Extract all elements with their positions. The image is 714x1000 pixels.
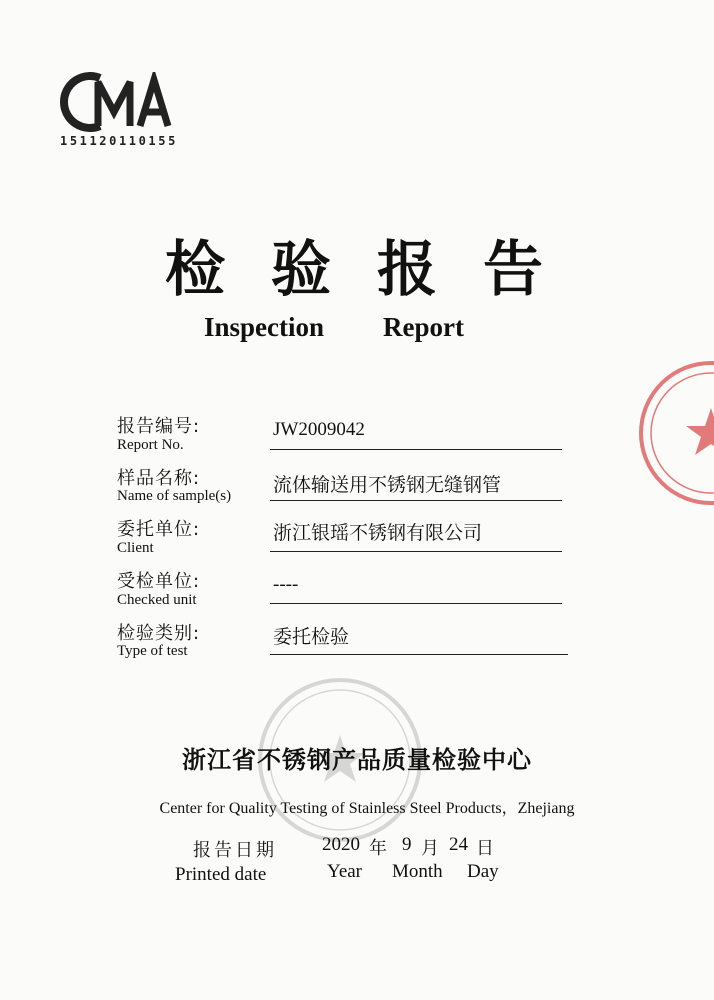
checked-unit-underline <box>270 603 562 604</box>
checked-unit-label-en: Checked unit <box>117 592 197 608</box>
test-type-underline <box>270 654 568 655</box>
cma-certificate-number: 151120110155 <box>60 134 178 148</box>
date-month-value: 9 <box>402 834 412 855</box>
date-year-unit-en: Year <box>327 861 363 882</box>
sample-name-underline <box>270 500 562 501</box>
client-value: 浙江银瑶不锈钢有限公司 <box>273 522 483 544</box>
date-year-value: 2020 <box>322 834 360 855</box>
date-day-unit-en: Day <box>467 861 499 882</box>
report-no-label-en: Report No. <box>117 437 184 453</box>
red-seal-stamp-icon <box>636 358 714 508</box>
client-underline <box>270 551 562 552</box>
client-label-cn: 委托单位: <box>117 519 201 540</box>
checked-unit-label-cn: 受检单位: <box>117 571 201 592</box>
printed-date-label-cn: 报告日期 <box>193 840 277 861</box>
date-month-unit-en: Month <box>392 861 443 882</box>
report-title-en-inspection: Inspection <box>204 312 325 342</box>
sample-name-value: 流体输送用不锈钢无缝钢管 <box>273 474 502 496</box>
printed-date-label-en: Printed date <box>175 864 267 885</box>
checked-unit-value: ---- <box>273 574 299 595</box>
sample-name-label-cn: 样品名称: <box>117 468 201 489</box>
cma-logo-icon <box>60 72 180 132</box>
test-type-value: 委托检验 <box>273 626 350 648</box>
report-no-value: JW2009042 <box>273 419 365 440</box>
report-title-cn: 检验报告 <box>165 235 589 305</box>
date-day-unit-cn: 日 <box>476 838 494 859</box>
issuing-center-name-en: Center for Quality Testing of Stainless Steel Products，Zhejiang <box>159 800 575 817</box>
report-no-label-cn: 报告编号: <box>117 416 201 437</box>
sample-name-label-en: Name of sample(s) <box>117 488 232 504</box>
issuing-center-name-cn: 浙江省不锈钢产品质量检验中心 <box>182 746 532 774</box>
client-label-en: Client <box>117 540 154 556</box>
report-no-underline <box>270 449 562 450</box>
test-type-label-en: Type of test <box>117 643 188 659</box>
date-year-unit-cn: 年 <box>369 838 387 859</box>
report-title-en-report: Report <box>383 312 464 342</box>
date-month-unit-cn: 月 <box>421 838 439 859</box>
test-type-label-cn: 检验类别: <box>117 623 201 644</box>
date-day-value: 24 <box>449 834 468 855</box>
